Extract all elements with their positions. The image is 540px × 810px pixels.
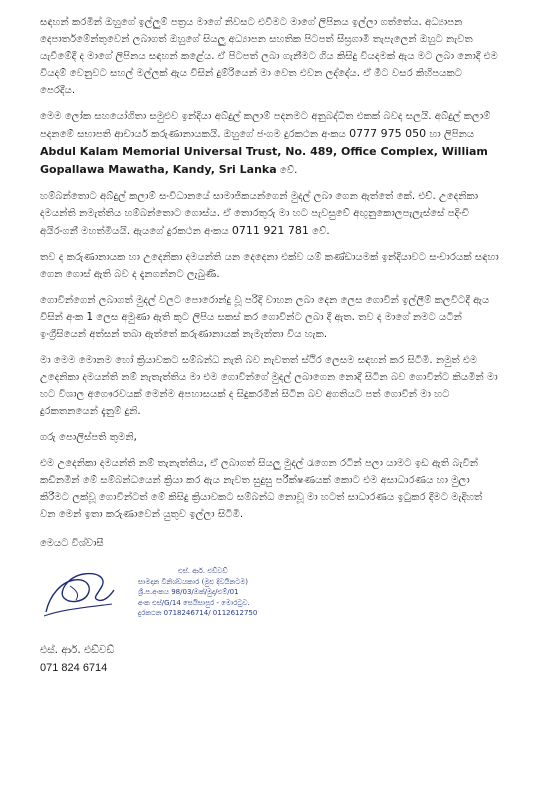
- stamp-line-reg-number: ශ්‍රී.ප.අංකය 98/03/ඔක්/මුද/එම්/01: [138, 588, 239, 596]
- official-stamp: [138, 566, 358, 619]
- chairman-phone-number: 0777 975 050: [349, 127, 427, 140]
- letter-paragraph-1: සඳහන් කරමින් ඔහුගේ ඉල්ලුම් පත්‍රය මාගේ නිවසට එවීමට මාගේ ලිපිනය ඉල්ලා ගත්තේය. අධ්‍යාපන දෙපාර්තමේන්තුවෙන් ලබාගත් ඔහුගේ සියලු අධ්‍යාපන සහතික පිටපත් සීඝ්‍රගාමී තැපැලෙන් ඔහුට නැවත යැවීමේදී ද මාගේ ලිපිනය සඳහන් කළේය. ඒ පිටපත් ලබා ගැනීමට ගිය කිසිදු වියදමක් ඇය මට ලබා නොදී එම වියදම් වෙනුවට සහල් මල්ලක් ඇය විසින් දුම්රියෙන් මා වෙත එවන ලද්දේය. ඒ මීට වසර කිහිපයකට පෙරදීය.: [40, 17, 498, 96]
- trust-address: Abdul Kalam Memorial Universal Trust, No. 489, Office Complex, William Gopallawa Mawatha, Kandy, Sri Lanka: [40, 145, 488, 176]
- paragraph-2-text: මෙම ලෝක සහයෝගිතා සමුළුව ඉන්දියා අබ්දුල් කලාම් පදනමට අනුබද්ධිත එකක් බවද සලයි. අබ්දුල් කලාම් පදනමේ සභාපති ආචාර්ය කරුණානායකයි. ඔහුගේ ජංගම දුරකථන අංකය: [40, 111, 491, 140]
- stamp-line-title: සාමදාන විනිශ්චයකාර (මුළු දිවයිනටම): [138, 577, 248, 586]
- letter-paragraph-2: [40, 108, 500, 179]
- closing-line: මෙයට විශ්වාසී: [40, 538, 104, 549]
- paragraph-3-suffix: වේ.: [308, 226, 330, 237]
- signer-name: එස්. ආර්. එඩ්වඩ්: [40, 644, 115, 656]
- letter-paragraph-3: [40, 188, 500, 240]
- letter-paragraph-7: එම උදෙනිකා දමයන්ති නම් තැනැත්තිය, ඒ ලබාගත් සියලු මුදල් රැගෙන රටින් පලා යාමට ඉඩ ඇති බැවින් කඩිනමින් මේ සම්බන්ධයෙන් ක්‍රියා කර ඇය නැවත සුදුසු පරීක්ෂණයක් කොට එම අසාධාරණය හා මුලා කිරීමට ලක්වූ ගොවීන්ටත් මේ කිසිදු ක්‍රියාවකට සම්බන්ධ නොවූ මා හටත් සාධාරණය ඉටුකර දීමට මැදිහත් වන මෙන් ඉතා කරුණාවෙන් යුතුව ඉල්ලා සිටිමි.: [40, 458, 483, 520]
- letter-paragraph-4: තව ද කරුණානායක හා උදෙනිකා දමයන්ති යන දෙදෙනා එක්ව යම් කණ්ඩායමක් ඉන්දියාවට සංචාරයක් සඳහා ගෙන ගොස් ඇති බව ද දැනගන්නට ලැබුණි.: [40, 252, 499, 280]
- letter-paragraph-6: මා මෙම මොනම හෝ ක්‍රියාවකට සම්බන්ධ නැති බව නැවතත් ස්ථිර ලෙසම සඳහන් කර සිටිමි. නමුත් එම උදෙනිකා දමයන්ති නම් නැතැත්තිය මා එම ගොවින්ගේ මුදල් ලබාගෙන නොදී සිටින බව ගොවින්ට කියමින් මා හට විශාල අගෞරවයක් මෙන්ම අපහාසයක් ද සිදුකරමින් සිටින බව අගතියට පත් ගොවින් මා හට දුරකතනයෙන් දැනුම් දුනි.: [40, 355, 498, 417]
- paragraph-2-mid: හා ලිපිනය: [426, 129, 475, 140]
- letter-paragraph-5: ගොවින්ගෙන් ලබාගත් මුදල් වලට පොරොන්දු වූ පරිදි වාහන ලබා දෙන ලෙස ගොවින් ඉල්ලීම් කලවිටදී ඇය විසින් අංක 1 ලෙස අමුණා ඇති කුට ලිපිය සකස් කර ගොවින්ට ලබා දී ඇත. තව ද මාගේ නමට යටින් ඉංග්‍රීසියෙන් අත්සන් තබා ඇත්තේ කරුණානායක් නැමැත්තා විය හැක.: [40, 295, 490, 340]
- informant-phone-number: 0711 921 781: [231, 224, 309, 237]
- signature-block: [40, 564, 500, 714]
- signer-phone: 071 824 6714: [40, 662, 108, 674]
- paragraph-2-suffix: වේ.: [276, 165, 298, 176]
- stamp-line-name: එස්. ආර්. එඩ්වඩ්: [178, 567, 228, 575]
- salutation: ගරු පොලිස්පති තුමනි,: [40, 432, 137, 443]
- stamp-line-phone: දුරකථන 0718246714/ 0112612750: [138, 609, 258, 617]
- handwritten-signature: [40, 564, 120, 624]
- paragraph-3-text: හම්බන්තොට අබ්දුල් කලාම් සංවිධානයේ සාමාජිකයන්ගෙන් මුදල් ලබා ගෙන ඇත්තේ කේ. එච්. උදෙනිකා දමයන්ති නමැත්තිය හම්බන්තොට ගොස්ය. ඒ තොරතුරු මා හට පැවසුවේ අඟුනුකොලපැලැස්සේ පදිංචි අයිරංගනී මහත්මියයි. ඇයගේ දුරකථන අංකය: [40, 191, 479, 237]
- stamp-line-address: අංක එස්/G/14 සෙයිසාපුර - මොරටුව.: [138, 598, 250, 607]
